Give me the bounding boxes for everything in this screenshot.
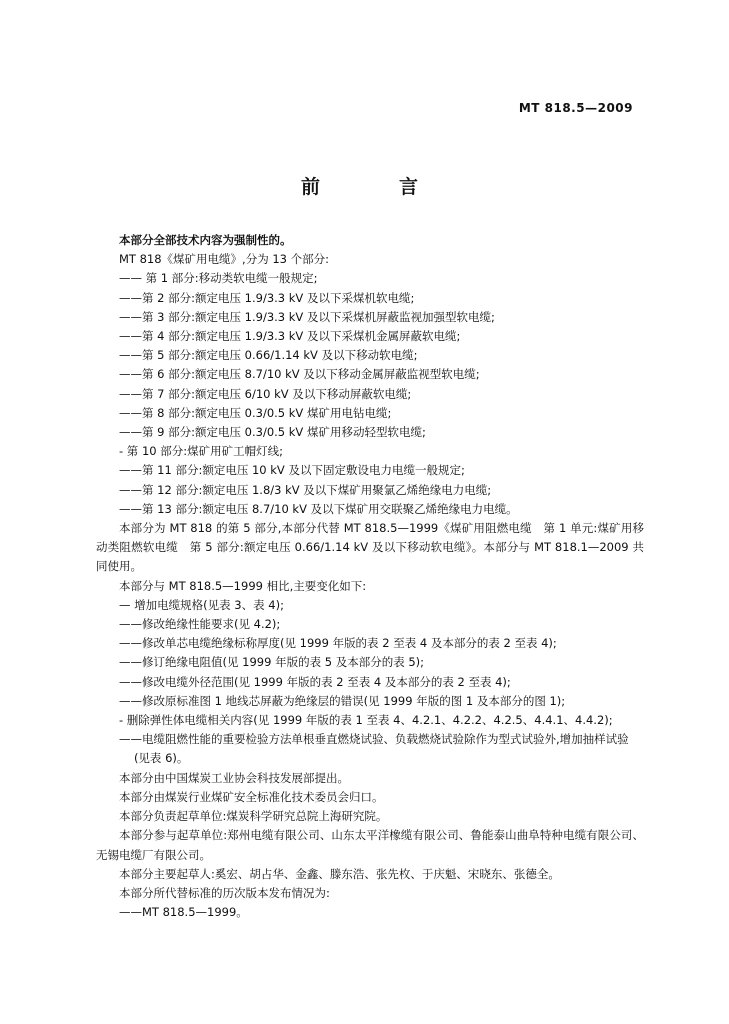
list-item: ——第 6 部分:额定电压 8.7/10 kV 及以下移动金属屏蔽监视型软电缆; (119, 367, 480, 382)
page-title: 前 言 (300, 176, 448, 198)
list-item: - 删除弹性体电缆相关内容(见 1999 年版的表 1 至表 4、4.2.1、4.2.2、4.2.5、4.4.1、4.4.2); (119, 713, 613, 728)
drafters-paragraph: 本部分主要起草人:奚宏、胡占华、金鑫、滕东浩、张先枚、于庆魁、宋晓东、张德全。 (119, 866, 560, 881)
list-item: ——第 4 部分:额定电压 1.9/3.3 kV 及以下采煤机金属屏蔽软电缆; (119, 329, 461, 344)
list-item: ——修改电缆外径范围(见 1999 年版的表 2 至表 4 及本部分的表 2 至表 4); (119, 674, 511, 689)
replaces-paragraph: 本部分为 MT 818 的第 5 部分,本部分代替 MT 818.5—1999《煤矿用阻燃电缆 第 1 单元:煤矿用移动类阻燃软电缆 第 5 部分:额定电压 0.66/1.14 kV 及以下移动软电缆》。本部分与 MT 818.1—2009 共同使用。 (96, 521, 644, 574)
list-item: ——修改绝缘性能要求(见 4.2); (119, 617, 281, 632)
list-item: ——修改单芯电缆绝缘标称厚度(见 1999 年版的表 2 至表 4 及本部分的表 2 至表 4); (119, 636, 557, 651)
list-item: ——第 7 部分:额定电压 6/10 kV 及以下移动屏蔽软电缆; (119, 386, 412, 401)
committee-paragraph: 本部分由煤炭行业煤矿安全标准化技术委员会归口。 (119, 789, 384, 804)
list-item: ——第 8 部分:额定电压 0.3/0.5 kV 煤矿用电钻电缆; (119, 405, 392, 420)
changes-intro: 本部分与 MT 818.5—1999 相比,主要变化如下: (119, 578, 367, 593)
foreword-body (96, 231, 644, 922)
list-item: ——电缆阻燃性能的重要检验方法单根垂直燃烧试验、负载燃烧试验除作为型式试验外,增加抽样试验(见表 6)。 (119, 732, 629, 766)
list-item: ——第 13 部分:额定电压 8.7/10 kV 及以下煤矿用交联聚乙烯绝缘电力电缆。 (119, 501, 518, 516)
list-item: ——第 2 部分:额定电压 1.9/3.3 kV 及以下采煤机软电缆; (119, 290, 415, 305)
list-item: ——MT 818.5—1999。 (119, 905, 248, 920)
list-item: ——修订绝缘电阻值(见 1999 年版的表 5 及本部分的表 5); (119, 655, 425, 670)
list-item: ——第 5 部分:额定电压 0.66/1.14 kV 及以下移动软电缆; (119, 348, 418, 363)
proposer-paragraph: 本部分由中国煤炭工业协会科技发展部提出。 (119, 770, 349, 785)
list-item: ——第 3 部分:额定电压 1.9/3.3 kV 及以下采煤机屏蔽监视加强型软电缆; (119, 309, 495, 324)
parts-list (96, 269, 644, 519)
history-intro: 本部分所代替标准的历次版本发布情况为: (119, 885, 330, 900)
drafting-unit-paragraph: 本部分负责起草单位:煤炭科学研究总院上海研究院。 (119, 809, 388, 824)
participating-units-paragraph: 本部分参与起草单位:郑州电缆有限公司、山东太平洋橡缆有限公司、鲁能泰山曲阜特种电缆有限公司、无锡电缆厂有限公司。 (96, 828, 644, 862)
list-item: ——修改原标准图 1 地线芯屏蔽为绝缘层的错误(见 1999 年版的图 1 及本部分的图 1); (119, 693, 566, 708)
list-item: - 第 10 部分:煤矿用矿工帽灯线; (119, 444, 283, 459)
list-item: —— 第 1 部分:移动类软电缆一般规定; (119, 271, 318, 286)
mandatory-statement: 本部分全部技术内容为强制性的。 (119, 233, 292, 247)
list-item: ——第 12 部分:额定电压 1.8/3 kV 及以下煤矿用聚氯乙烯绝缘电力电缆; (119, 482, 492, 497)
list-item: ——第 9 部分:额定电压 0.3/0.5 kV 煤矿用移动轻型软电缆; (119, 425, 426, 440)
document-code: MT 818.5—2009 (518, 101, 633, 115)
changes-list (96, 596, 644, 769)
list-item: ——第 11 部分:额定电压 10 kV 及以下固定敷设电力电缆一般规定; (119, 463, 465, 478)
list-item: — 增加电缆规格(见表 3、表 4); (119, 597, 284, 612)
series-statement: MT 818《煤矿用电缆》,分为 13 个部分: (119, 252, 330, 267)
